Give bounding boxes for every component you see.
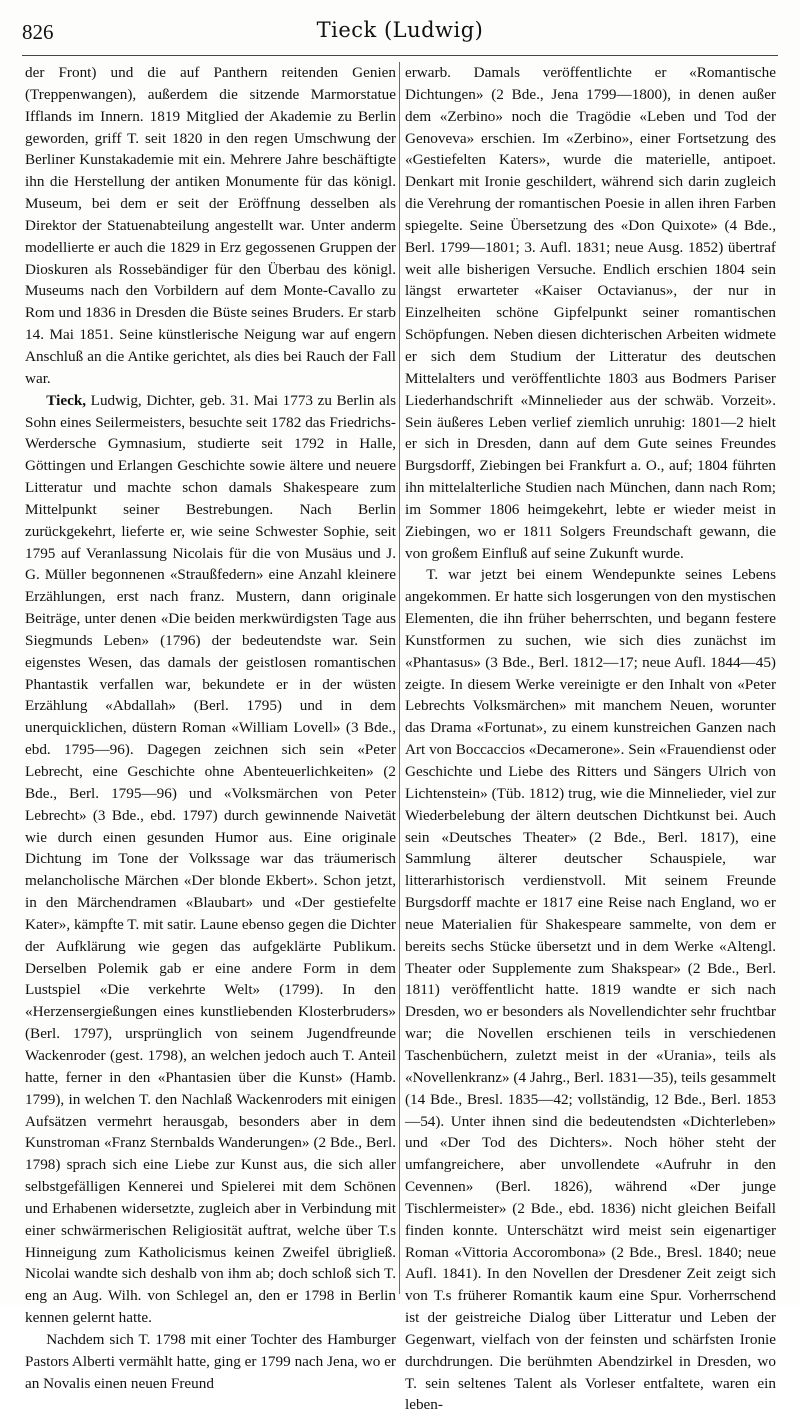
paragraph-turning-point: T. war jetzt bei einem Wendepunkte seines Lebens angekommen. Er hatte sich losgerungen von den mystischen Elementen, die ihn früher beherrschten, und begann festere Kunstformen zu suchen, wie sich dies zunächst im «Phantasus» (3 Bde., Berl. 1812—17; neue Aufl. 1844—45) zeigte. In diesem Werke vereinigte er den Inhalt von «Peter Lebrechts Volksmärchen» mit manchem Neuen, worunter das Drama «Fortunat», zu einem kunstreichen Ganzen nach Art von Boccaccios «Decamerone». Sein «Frauendienst oder Geschichte und Liebe des Ritters und Sängers Ulrich von Lichtenstein» (Tüb. 1812) trug, wie die Minnelieder, viel zur Wiederbelebung der ältern deutschen Dichtkunst bei. Auch sein «Deutsches Theater» (2 Bde., Berl. 1817), eine Sammlung älterer deutscher Schauspiele, war litterarhistorisch verdienstvoll. Mit seinem Freunde Burgsdorff machte er 1817 eine Reise nach England, wo er neue Materialien für Shakespeare sammelte, von dem er bereits sechs Stücke übersetzt und in dem Werke «Altengl. Theater oder Supplemente zum Shakspear» (2 Bde., Berl. 1811) veröffentlicht hatte. 1819 wandte er sich nach Dresden, wo er besonders als Novellendichter sehr fruchtbar war; die Novellen erschienen teils in verschiedenen Taschenbüchern, zuletzt meist in der «Urania», teils als «Novellenkranz» (4 Jahrg., Berl. 1831—35), teils gesammelt (14 Bde., Bresl. 1835—42; vollständig, 12 Bde., Berl. 1853—54). Unter ihnen sind die bedeutendsten «Dichterleben» und «Der Tod des Dichters». Noch höher steht der umfangreichere, aber unvollendete «Aufruhr in den Cevennen» (Berl. 1826), während «Der junge Tischlermeister» (2 Bde., ebd. 1836) nicht gleichen Beifall finden konnte. Unterschätzt wird meist sein eigenartiger Roman «Vittoria Accorombona» (2 Bde., Bresl. 1840; neue Aufl. 1841). In den Novellen der Dresdener Zeit zeigt sich von T.s früherer Romantik kaum eine Spur. Vorherrschend ist der geistreiche Dialog über Litteratur und Leben der Gegenwart, vielfach von der feinsten und schärfsten Ironie durchdrungen. Die berühmten Abendzirkel in Dresden, wo T. sein seltenes Talent als Vorleser entfaltete, waren ein leben- bbox=[405, 566, 776, 1414]
paragraph-jena: Nachdem sich T. 1798 mit einer Tochter des Hamburger Pastors Alberti vermählt hatte, ging er 1799 nach Jena, wo er an Novalis einen neuen Freund bbox=[25, 1330, 396, 1392]
page-number: 826 bbox=[22, 20, 54, 44]
entry-headword: Tieck, bbox=[46, 391, 87, 409]
paragraph-romantic-poetry: erwarb. Damals veröffentlichte er «Romantische Dichtungen» (2 Bde., Jena 1799—1800), in denen außer dem «Zerbino» noch die Tragödie «Leben und Tod der Genoveva» erschien. Im «Zerbino», einer Fortsetzung des «Gestiefelten Katers», wurde die materielle, antipoet. Denkart mit Ironie geschildert, während sich darin zugleich die Verehrung der romantischen Poesie in allen ihren Farben spiegelte. Seine Übersetzung des «Don Quixote» (4 Bde., Berl. 1799—1801; 3. Aufl. 1831; neue Ausg. 1852) übertraf weit alle bisherigen Versuche. Endlich erschien 1804 sein längst erwarteter «Kaiser Octavianus», der nur in Einzelheiten schöne Gipfelpunkt seiner romantischen Schöpfungen. Neben diesen dichterischen Arbeiten widmete er sich dem Studium der Litteratur des deutschen Mittelalters und veröffentlichte 1803 aus Bodmers Pariser Liederhandschrift «Minnelieder aus der schwäb. Vorzeit». Sein äußeres Leben verlief ziemlich unruhig: 1801—2 hielt er sich in Dresden, dann auf dem Gute seines Freundes Burgsdorff, Ziebingen bei Frankfurt a. O., auf; 1804 führten ihn mittelalterliche Studien nach München, dann nach Rom; im Sommer 1806 heimgekehrt, lebte er wieder meist in Ziebingen, wo er 1811 Solgers Freundschaft gewann, die von großem Einfluß auf seine Zukunft wurde. bbox=[405, 64, 776, 562]
left-column bbox=[25, 62, 396, 1394]
entry-tieck-ludwig bbox=[25, 390, 396, 1329]
paragraph-rauch-continuation: der Front) und die auf Panthern reitenden Genien (Treppenwangen), außerdem die sitzende Marmorstatue Ifflands im Innern. 1819 Mitglied der Akademie zu Berlin geworden, griff T. seit 1820 in den regen Umschwung der Berliner Kunstakademie mit ein. Mehrere Jahre beschäftigte ihn die Herstellung der antiken Monumente für das königl. Museum, bei dem er seit der Eröffnung desselben als Direktor der Statuenabteilung angestellt war. Unter anderm modellierte er auch die 1829 in Erz gegossenen Gruppen der Dioskuren als Rossebändiger für den Überbau des königl. Museums nach den Vorbildern auf dem Monte-Cavallo zu Rom und 1836 in Dresden die Büste seines Bruders. Er starb 14. Mai 1851. Seine künstlerische Neigung war auf engern Anschluß an die Antike gerichtet, als dies bei Rauch der Fall war. bbox=[25, 64, 396, 387]
right-column bbox=[405, 62, 776, 1416]
entry-text: Ludwig, Dichter, geb. 31. Mai 1773 zu Berlin als Sohn eines Seilermeisters, besuchte seit 1782 das Friedrichs-Werdersche Gymnasium, studierte seit 1792 in Halle, Göttingen und Erlangen Geschichte sowie ältere und neuere Litteratur und machte schon damals Shakespeare zum Mittelpunkt seiner Bestrebungen. Nach Berlin zurückgekehrt, lieferte er, wie seine Schwester Sophie, seit 1795 auf Veranlassung Nicolais für die von Musäus und J. G. Müller begonnenen «Straußfedern» eine Anzahl kleinere Erzählungen, erst nach franz. Mustern, dann originale Beiträge, unter denen «Die beiden merkwürdigsten Tage aus Siegmunds Leben» (1796) der bedeutendste war. Sein eigenstes Wesen, das damals der geistlosen romantischen Phantastik verfallen war, bekundete er in der wüsten Erzählung «Abdallah» (Berl. 1795) und in dem unerquicklichen, düstern Roman «William Lovell» (3 Bde., ebd. 1795—96). Dagegen zeichnen sich sein «Peter Lebrecht, eine Geschichte ohne Abenteuerlichkeiten» (2 Bde., Berl. 1795—96) und «Volksmärchen von Peter Lebrecht» (3 Bde., ebd. 1797) durch gewinnende Naivetät wie durch einen gesunden Humor aus. Eine originale Dichtung im Tone der Volkssage war das träumerisch melancholische Märchen «Der blonde Ekbert». Schon jetzt, in den Märchendramen «Blaubart» und «Der gestiefelte Kater», kämpfte T. mit satir. Laune ebenso gegen die Dichter der Aufklärung wie gegen das aufgeklärte Publikum. Derselben Polemik gab er eine andere Form in dem Lustspiel «Die verkehrte Welt» (1799). In den «Herzensergießungen eines kunstliebenden Klosterbruders» (Berl. 1797), ursprünglich von seinem Jugendfreunde Wackenroder (gest. 1798), an welchen jedoch auch T. Anteil hatte, ferner in den «Phantasien über die Kunst» (Hamb. 1799), in welchen T. den Nachlaß Wackenroders mit einigen Aufsätzen vermehrt herausgab, besonders aber in dem Kunstroman «Franz Sternbalds Wanderungen» (2 Bde., Berl. 1798) sprach sich eine Liebe zur Kunst aus, die sich aller selbstgefälligen Kennerei und Spielerei mit dem Schönen und Erhabenen widersetzte, zugleich aber in Verbindung mit einer schwärmerischen Religiosität auftrat, welche über T.s Hinneigung zum Katholicismus keinen Zweifel übrigließ. Nicolai wandte sich deshalb von ihm ab; doch schloß sich T. eng an Aug. Wilh. von Schlegel an, den er 1798 in Berlin kennen gelernt hatte. bbox=[25, 391, 396, 1327]
header-rule bbox=[22, 55, 778, 56]
page-header bbox=[22, 8, 778, 48]
column-divider bbox=[399, 62, 400, 1294]
running-head: Tieck (Ludwig) bbox=[316, 18, 484, 42]
